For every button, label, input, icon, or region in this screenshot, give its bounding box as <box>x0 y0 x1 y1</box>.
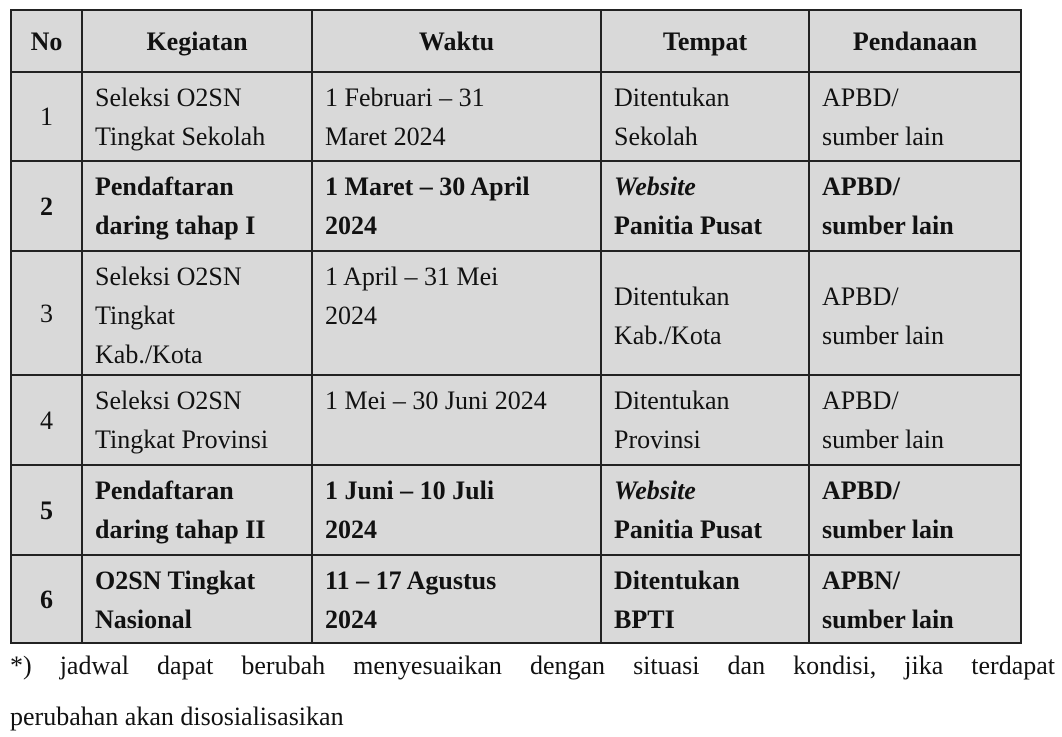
cell-tempat <box>601 375 809 465</box>
cell-text: 2 <box>40 191 53 221</box>
cell-text: 1 Maret – 30 April <box>325 172 530 201</box>
cell-text: Seleksi O2SN <box>95 386 242 415</box>
cell-text: Kab./Kota <box>614 320 722 350</box>
cell-text: sumber lain <box>822 122 945 151</box>
cell-tempat <box>601 251 809 375</box>
cell-text: BPTI <box>614 605 675 634</box>
cell-text: Ditentukan <box>614 386 730 415</box>
cell-text: Website <box>614 172 696 201</box>
cell-text: Seleksi O2SN <box>95 83 242 112</box>
table-row <box>11 375 1021 465</box>
cell-text: APBN/ <box>822 566 900 595</box>
cell-text: 1 Mei – 30 Juni 2024 <box>325 386 547 415</box>
cell-text: Tingkat Sekolah <box>95 122 266 151</box>
cell-text: O2SN Tingkat <box>95 566 256 595</box>
table-row <box>11 161 1021 251</box>
cell-text: sumber lain <box>822 320 945 350</box>
cell-pendanaan <box>809 251 1021 375</box>
cell-no <box>11 465 82 555</box>
cell-text: daring tahap II <box>95 515 266 544</box>
cell-waktu <box>312 375 601 465</box>
cell-text: Panitia Pusat <box>614 515 763 544</box>
cell-text: 4 <box>40 405 53 435</box>
cell-text: Ditentukan <box>614 566 740 595</box>
cell-pendanaan <box>809 465 1021 555</box>
cell-kegiatan <box>82 465 312 555</box>
cell-no <box>11 555 82 643</box>
cell-tempat <box>601 161 809 251</box>
cell-text: Pendaftaran <box>95 476 234 505</box>
cell-text: Tingkat <box>95 301 175 330</box>
cell-text: 5 <box>40 495 53 525</box>
cell-text: 11 – 17 Agustus <box>325 566 497 595</box>
cell-no <box>11 375 82 465</box>
cell-kegiatan <box>82 251 312 375</box>
cell-text: Maret 2024 <box>325 122 446 151</box>
cell-text: Nasional <box>95 605 192 634</box>
cell-kegiatan <box>82 72 312 161</box>
cell-text: Website <box>614 476 696 505</box>
table-row <box>11 465 1021 555</box>
cell-text: Seleksi O2SN <box>95 262 242 291</box>
cell-pendanaan <box>809 72 1021 161</box>
cell-text: APBD/ <box>822 83 899 112</box>
cell-text: APBD/ <box>822 476 900 505</box>
header-waktu: Waktu <box>312 10 601 72</box>
schedule-table <box>10 9 1022 644</box>
header-tempat: Tempat <box>601 10 809 72</box>
cell-no <box>11 161 82 251</box>
cell-waktu <box>312 161 601 251</box>
cell-text: 1 <box>40 102 53 131</box>
cell-text: Tingkat Provinsi <box>95 425 269 454</box>
cell-text: APBD/ <box>822 281 899 311</box>
footnote-line-2: perubahan akan disosialisasikan <box>10 702 344 731</box>
cell-text: 3 <box>40 298 53 328</box>
cell-tempat <box>601 555 809 643</box>
header-pendanaan: Pendanaan <box>809 10 1021 72</box>
table-row <box>11 72 1021 161</box>
cell-text: Kab./Kota <box>95 340 203 369</box>
cell-text: 6 <box>40 584 53 614</box>
cell-kegiatan <box>82 555 312 643</box>
cell-text: sumber lain <box>822 605 954 634</box>
cell-pendanaan <box>809 555 1021 643</box>
cell-tempat <box>601 72 809 161</box>
cell-text: 2024 <box>325 301 377 330</box>
cell-waktu <box>312 555 601 643</box>
table-row <box>11 555 1021 643</box>
cell-text: sumber lain <box>822 211 954 240</box>
table-row <box>11 251 1021 375</box>
cell-no <box>11 72 82 161</box>
cell-text: 1 April – 31 Mei <box>325 262 499 291</box>
cell-pendanaan <box>809 375 1021 465</box>
cell-text: sumber lain <box>822 515 954 544</box>
cell-text: Ditentukan <box>614 83 730 112</box>
cell-text: APBD/ <box>822 172 900 201</box>
cell-text: 2024 <box>325 515 377 544</box>
cell-text: Sekolah <box>614 122 698 151</box>
header-kegiatan: Kegiatan <box>82 10 312 72</box>
cell-text: 2024 <box>325 605 377 634</box>
cell-tempat <box>601 465 809 555</box>
header-no: No <box>11 10 82 72</box>
cell-waktu <box>312 72 601 161</box>
cell-text: 1 Juni – 10 Juli <box>325 476 495 505</box>
footnote-line-1: *) jadwal dapat berubah menyesuaikan dengan situasi dan kondisi, jika terdapat <box>10 651 1055 680</box>
cell-waktu <box>312 251 601 375</box>
cell-text: daring tahap I <box>95 211 256 240</box>
cell-text: Ditentukan <box>614 281 730 311</box>
cell-waktu <box>312 465 601 555</box>
cell-kegiatan <box>82 375 312 465</box>
cell-text: APBD/ <box>822 386 899 415</box>
cell-text: sumber lain <box>822 425 945 454</box>
cell-text: 2024 <box>325 211 377 240</box>
cell-kegiatan <box>82 161 312 251</box>
cell-no <box>11 251 82 375</box>
cell-text: 1 Februari – 31 <box>325 83 485 112</box>
cell-pendanaan <box>809 161 1021 251</box>
cell-text: Panitia Pusat <box>614 211 763 240</box>
header-row <box>11 10 1021 72</box>
cell-text: Provinsi <box>614 425 701 454</box>
cell-text: Pendaftaran <box>95 172 234 201</box>
